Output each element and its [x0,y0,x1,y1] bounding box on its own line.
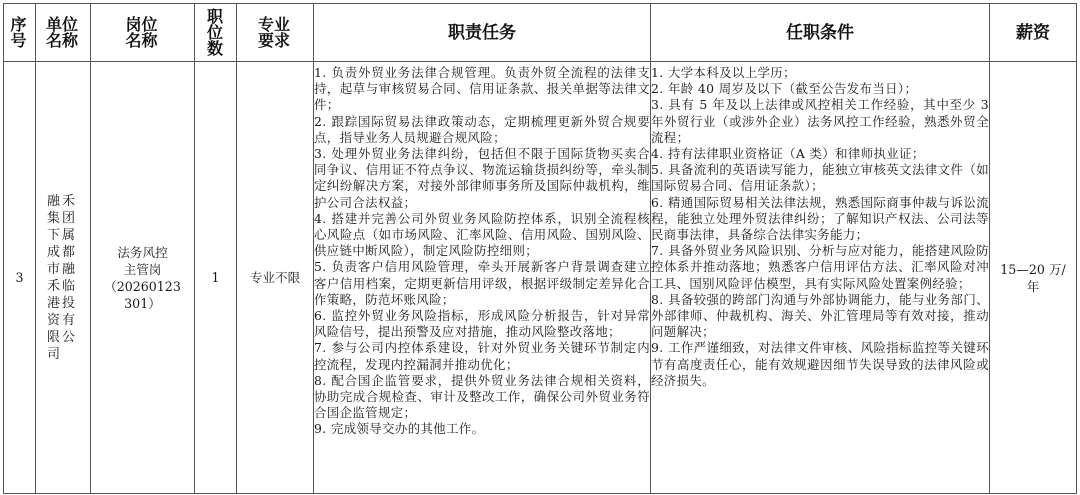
header-qualifications [651,4,990,62]
position-code: （20260123301） [104,278,181,311]
cell-position-name [91,62,195,494]
header-seq: 序号 [4,4,36,62]
table-row [4,62,1077,494]
header-unit-name: 单位名称 [36,4,91,62]
qualification-item: 7. 具备外贸业务风险识别、分析与应对能力，能搭建风险防控体系并推动落地；熟悉客户信用评估方法、汇率风险对冲工具、国别风险评估模型，具有实际风险处置案例经验； [651,243,989,291]
qualification-item: 8. 具备较强的跨部门沟通与外部协调能力，能与业务部门、外部律师、仲裁机构、海关、外汇管理局等有效对接，推动问题解决； [651,291,989,340]
major-requirement-value: 专业不限 [249,269,301,285]
duty-item: 7. 参与公司内控体系建设，针对外贸业务关键环节制定内控流程，发现内控漏洞并推动优化； [314,340,650,372]
cell-major-requirement [237,62,314,494]
qualification-item: 1. 大学本科及以上学历； [651,65,796,80]
duty-item: 5. 负责客户信用风险管理，牵头开展新客户背景调查建立客户信用档案，定期更新信用评级，根据评级制定差异化合作策略，防范坏账风险； [314,259,650,307]
qualification-item: 2. 年龄 40 周岁及以下（截至公告发布当日）； [651,81,918,97]
cell-seq [4,62,36,494]
recruitment-table [3,3,1077,494]
qualification-item: 9. 工作严谨细致，对法律文件审核、风险指标监控等关键环节有高度责任心，能有效规避因细节失误导致的法律风险或经济损失。 [651,340,989,388]
position-name-line1: 法务风控 [117,244,168,260]
duty-item: 4. 搭建并完善公司外贸业务风险防控体系，识别全流程核心风险点（如市场风险、汇率风险、信用风险、国别风险、供应链中断风险），制定风险防控细则； [314,210,650,259]
duty-item: 6. 监控外贸业务风险指标，形成风险分析报告，针对异常风险信号，提出预警及应对措施，推动风险整改落地； [314,308,650,340]
header-duties-label: 职责任务 [448,22,516,43]
qualification-item: 5. 具备流利的英语读写能力，能独立审核英文法律文件（如国际贸易合同、信用证条款）； [651,162,989,194]
qualification-item: 4. 持有法律职业资格证（A 类）和律师执业证； [651,146,925,162]
duty-item: 8. 配合国企监管要求，提供外贸业务法律合规相关资料，协助完成合规检查、审计及整改工作，确保公司外贸业务符合国企监管规定； [314,372,650,421]
cell-duties [314,62,651,494]
duty-item: 2. 跟踪国际贸易法律政策动态，定期梳理更新外贸合规要点，指导业务人员规避合规风险； [314,113,650,145]
cell-qualifications [651,62,990,494]
header-duties [314,4,651,62]
duty-item: 9. 完成领导交办的其他工作。 [314,421,485,437]
cell-unit-name [36,62,91,494]
table-header-row [4,4,1077,62]
cell-salary [990,62,1077,494]
header-headcount: 职位数 [195,4,237,62]
salary-value: 15—20 万/年 [1000,261,1066,294]
cell-headcount [195,62,237,494]
seq-value: 3 [15,269,24,285]
duty-item: 3. 处理外贸业务法律纠纷，包括但不限于国际货物买卖合同争议、信用证不符点争议、物流运输货损纠纷等，牵头制定纠纷解决方案，对接外部律师事务所及国际仲裁机构，维护公司合法权益； [314,146,650,210]
header-qualifications-label: 任职条件 [786,22,854,43]
unit-name-value: 融禾集团下属成都市融禾临港投资有限公司 [47,193,78,362]
header-salary [990,4,1077,62]
header-salary-label: 薪资 [1016,22,1050,43]
qualification-item: 6. 精通国际贸易相关法律法规，熟悉国际商事仲裁与诉讼流程，能独立处理外贸法律纠纷；了解知识产权法、公司法等民商事法律，具备综合法律实务能力； [651,194,989,243]
qualification-item: 3. 具有 5 年及以上法律或风控相关工作经验，其中至少 3 年外贸行业（或涉外企业）法务风控工作经验，熟悉外贸全流程； [651,97,989,145]
header-major-requirement: 专业要求 [237,4,314,62]
duty-item: 1. 负责外贸业务法律合规管理。负责外贸全流程的法律支持，起草与审核贸易合同、信用证条款、报关单据等法律文件； [314,65,650,113]
position-name-line2: 主管岗 [123,261,162,277]
header-position-name: 岗位名称 [91,4,195,62]
headcount-value: 1 [211,269,220,285]
